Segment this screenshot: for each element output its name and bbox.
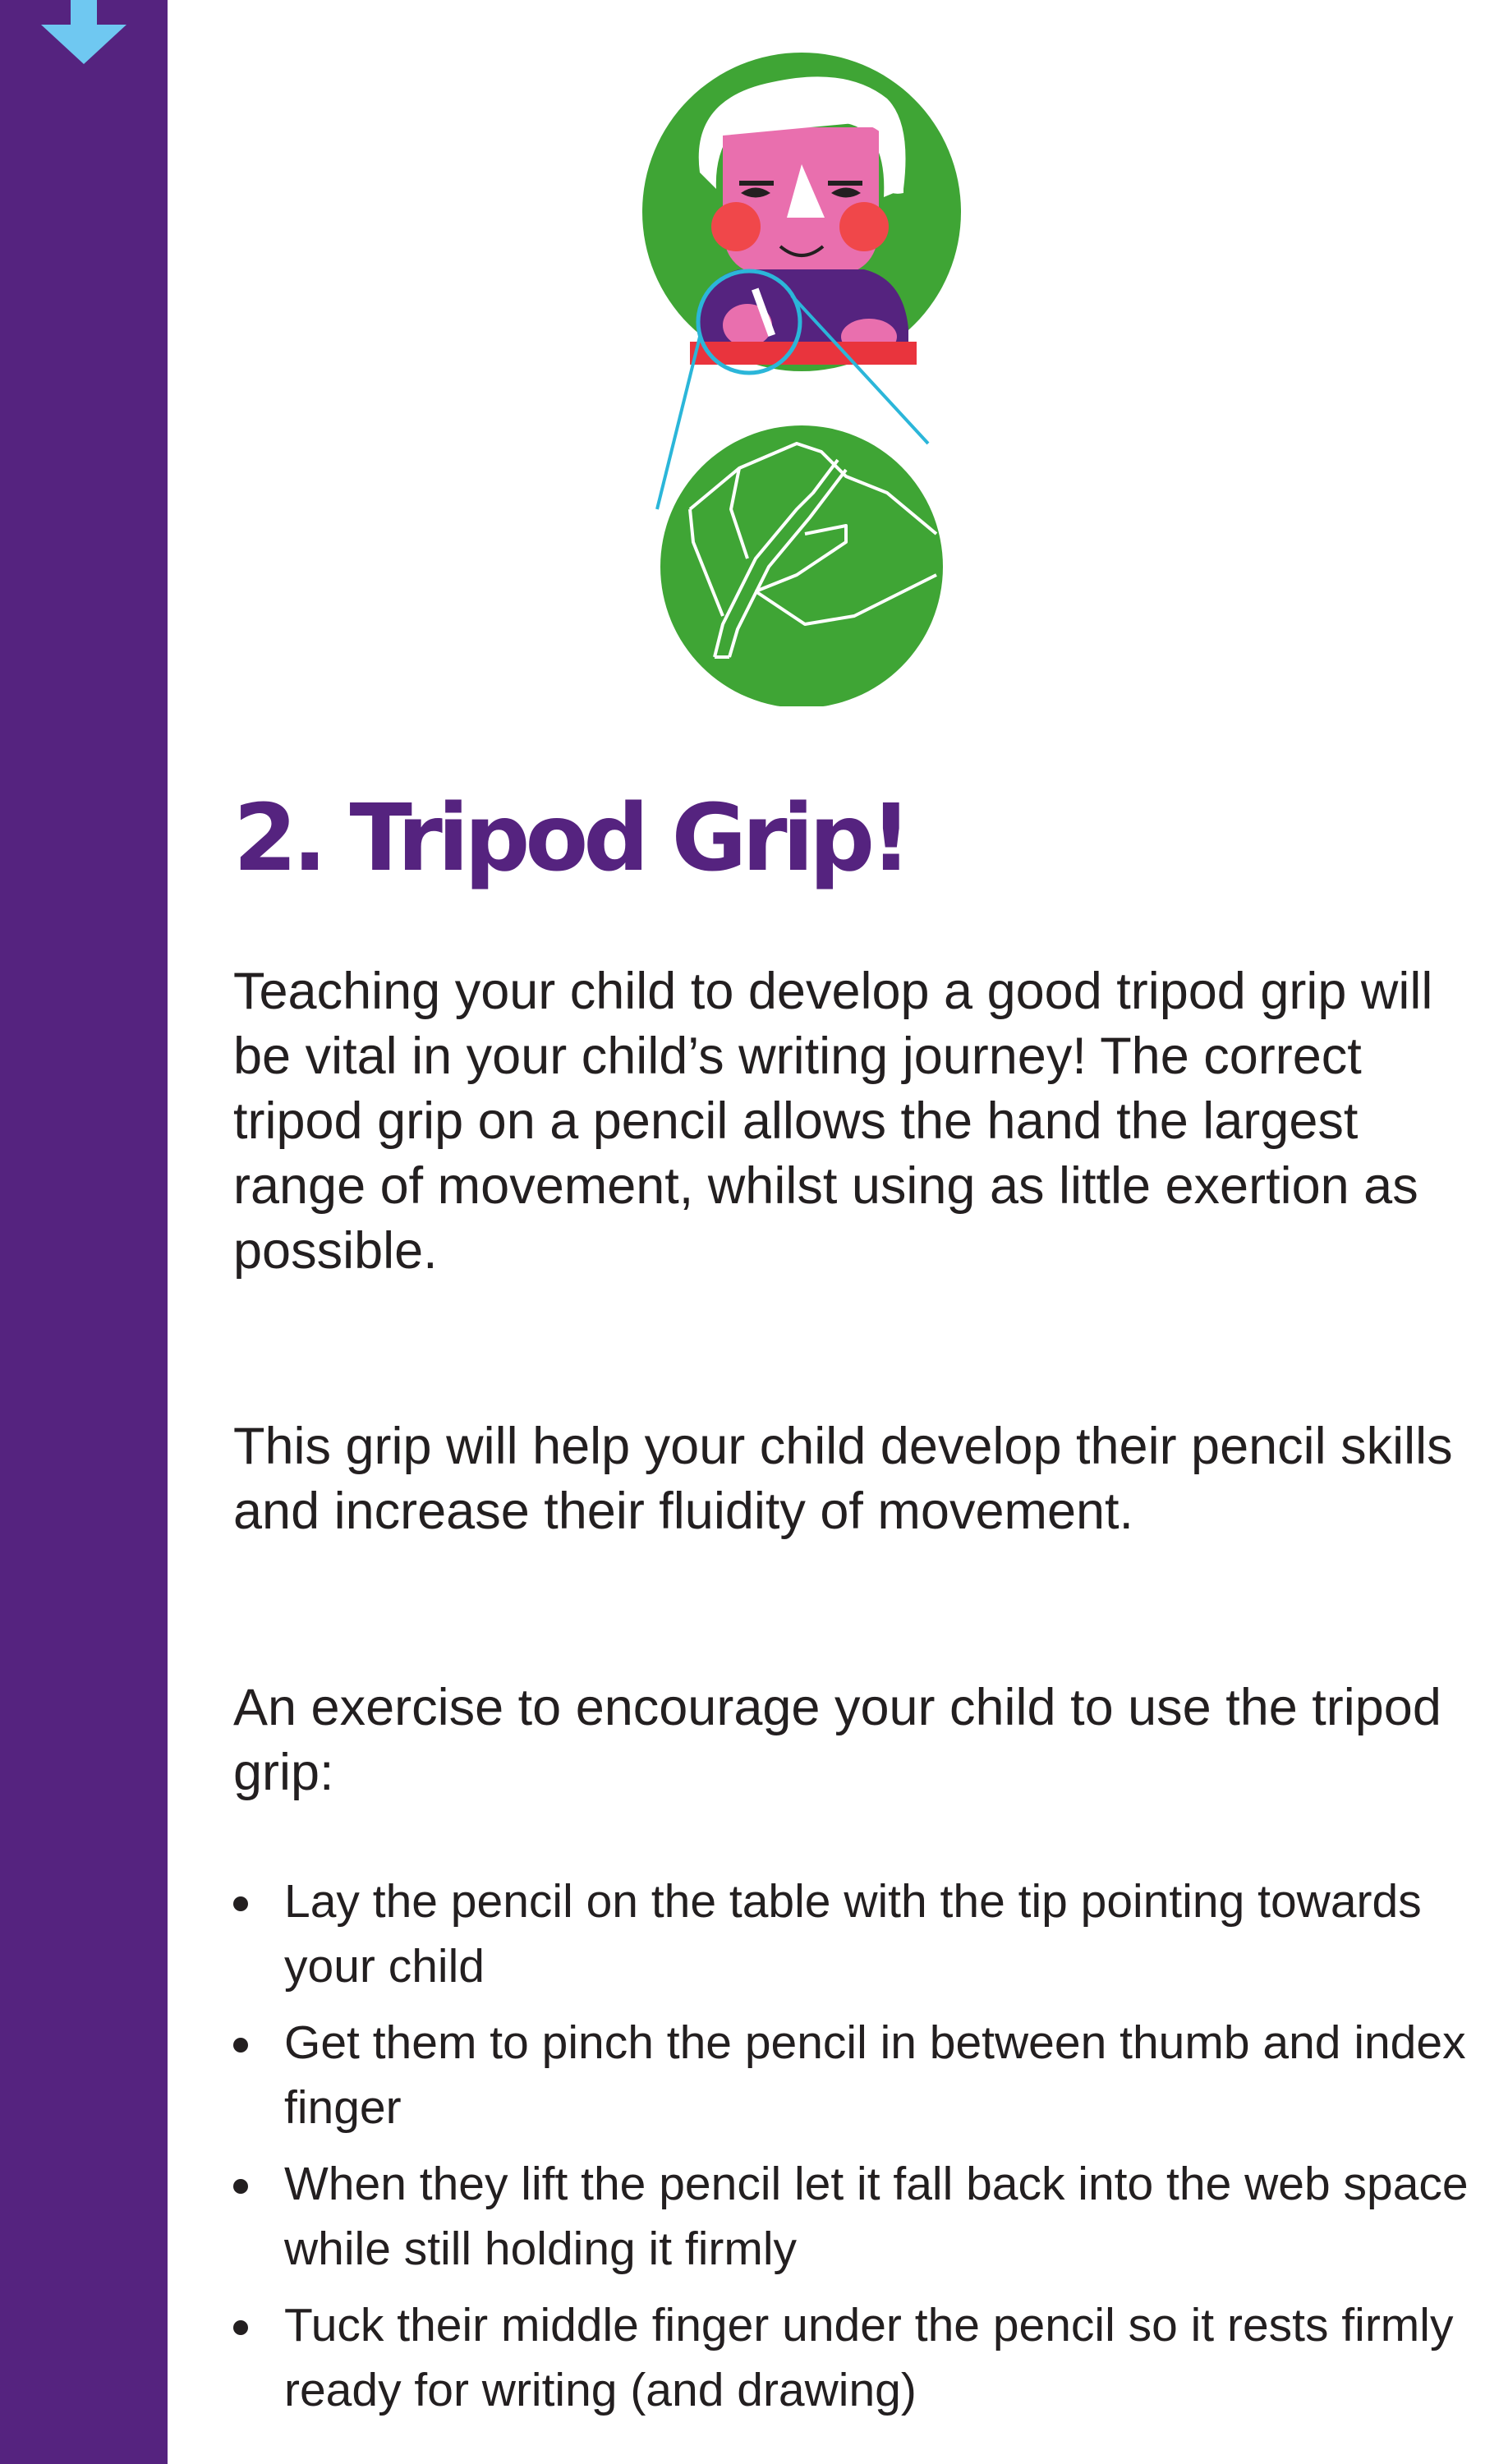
exercise-steps-list — [233, 1869, 1482, 2434]
side-bar — [0, 0, 168, 2464]
bullet-icon — [233, 2038, 248, 2053]
list-item-text: Lay the pencil on the table with the tip pointing towards your child — [284, 1875, 1422, 1993]
list-item — [233, 1869, 1482, 1999]
list-item — [233, 2152, 1482, 2282]
intro-paragraph: Teaching your child to develop a good tripod grip will be vital in your child’s writing journey! The correct tripod grip on a pencil allows the hand the largest range of movement, whilst using as little exertion as possible. — [233, 963, 1433, 1280]
list-item — [233, 2011, 1482, 2140]
bullet-icon — [233, 1896, 248, 1911]
bullet-icon — [233, 2179, 248, 2194]
list-item-text: Tuck their middle finger under the pencil so it rests firmly ready for writing (and drawing) — [284, 2299, 1454, 2416]
list-item-text: Get them to pinch the pencil in between thumb and index finger — [284, 2016, 1466, 2134]
page-title: 2. Tripod Grip! — [233, 785, 908, 892]
benefit-paragraph: This grip will help your child develop their pencil skills and increase their fluidity of movement. — [233, 1418, 1453, 1540]
list-item — [233, 2293, 1482, 2423]
hand-pencil-grip-icon — [641, 49, 1002, 706]
bullet-icon — [233, 2320, 248, 2335]
list-item-text: When they lift the pencil let it fall back into the web space while still holding it firmly — [284, 2158, 1469, 2275]
exercise-intro-paragraph: An exercise to encourage your child to use the tripod grip: — [233, 1679, 1441, 1801]
down-arrow-icon[interactable] — [33, 0, 135, 66]
